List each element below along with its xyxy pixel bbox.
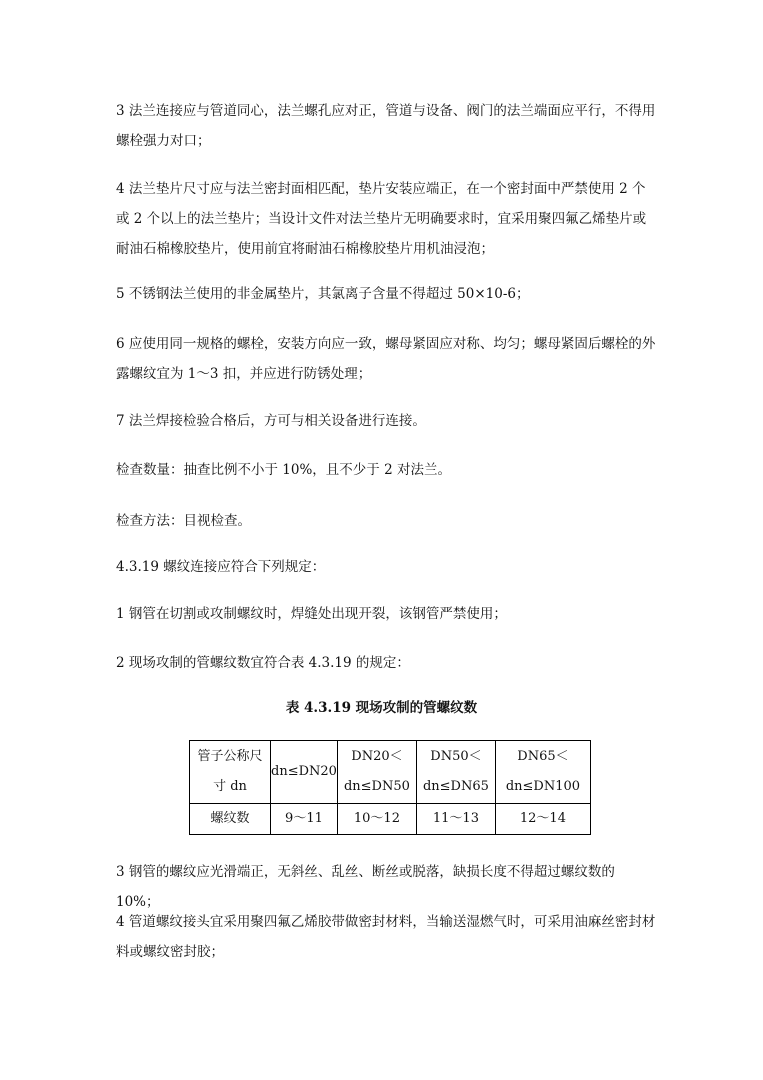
row-label-cell: 螺纹数 — [190, 804, 271, 835]
paragraph-thread-count: 2 现场攻制的管螺纹数宜符合表 4.3.19 的规定： — [116, 655, 410, 671]
table-cell: 12～14 — [495, 804, 590, 835]
header-cell-range-1 — [271, 741, 338, 804]
header-cell-range-2 — [337, 741, 416, 804]
paragraph-inspection-quantity: 检查数量：抽查比例不小于 10%，且不少于 2 对法兰。 — [116, 462, 451, 478]
header-line: dn≤DN50 — [343, 779, 410, 794]
section-heading-4-3-19: 4.3.19 螺纹连接应符合下列规定： — [116, 559, 326, 575]
header-cell-range-4 — [495, 741, 590, 804]
header-line: dn≤DN65 — [422, 779, 489, 794]
table-cell: 9～11 — [271, 804, 338, 835]
header-line: DN65＜ — [517, 749, 569, 764]
paragraph-thread-sealing: 4 管道螺纹接头宜采用聚四氟乙烯胶带做密封材料，当输送湿燃气时，可采用油麻丝密封材料或螺纹密封胶； — [116, 914, 656, 960]
thread-count-table — [189, 740, 591, 835]
paragraph-flange-concentric: 3 法兰连接应与管道同心，法兰螺孔应对正，管道与设备、阀门的法兰端面应平行，不得用螺栓强力对口； — [116, 103, 656, 149]
header-cell-range-3 — [416, 741, 495, 804]
header-line: DN50＜ — [430, 749, 482, 764]
paragraph-bolts: 6 应使用同一规格的螺栓，安装方向应一致，螺母紧固应对称、均匀；螺母紧固后螺栓的外露螺纹宜为 1～3 扣，并应进行防锈处理； — [116, 336, 656, 382]
paragraph-pipe-cracking: 1 钢管在切割或攻制螺纹时，焊缝处出现开裂，该钢管严禁使用； — [116, 606, 507, 622]
table-title: 表 4.3.19 现场攻制的管螺纹数 — [285, 700, 478, 716]
table-header-row — [190, 741, 591, 804]
paragraph-thread-quality: 3 钢管的螺纹应光滑端正，无斜丝、乱丝、断丝或脱落，缺损长度不得超过螺纹数的 10%； — [116, 864, 615, 910]
paragraph-inspection-method: 检查方法：目视检查。 — [116, 513, 251, 529]
header-line: dn≤DN100 — [505, 779, 581, 794]
table-row — [190, 804, 591, 835]
header-line: DN20＜ — [351, 749, 403, 764]
header-cell-nominal-size — [190, 741, 271, 804]
table-cell: 11～13 — [416, 804, 495, 835]
paragraph-nonmetal-gasket: 5 不锈钢法兰使用的非金属垫片，其氯离子含量不得超过 50×10-6； — [116, 286, 530, 302]
header-line: dn≤DN20 — [271, 764, 337, 779]
paragraph-flange-weld: 7 法兰焊接检验合格后，方可与相关设备进行连接。 — [116, 413, 426, 429]
header-line: 寸 dn — [213, 779, 247, 794]
paragraph-flange-gasket: 4 法兰垫片尺寸应与法兰密封面相匹配，垫片安装应端正，在一个密封面中严禁使用 2 个或 2 个以上的法兰垫片；当设计文件对法兰垫片无明确要求时，宜采用聚四氟乙烯垫片或耐油石棉橡胶垫片，使用前宜将耐油石棉橡胶垫片用机油浸泡； — [116, 181, 647, 257]
table-cell: 10～12 — [337, 804, 416, 835]
header-line: 管子公称尺 — [197, 749, 263, 764]
